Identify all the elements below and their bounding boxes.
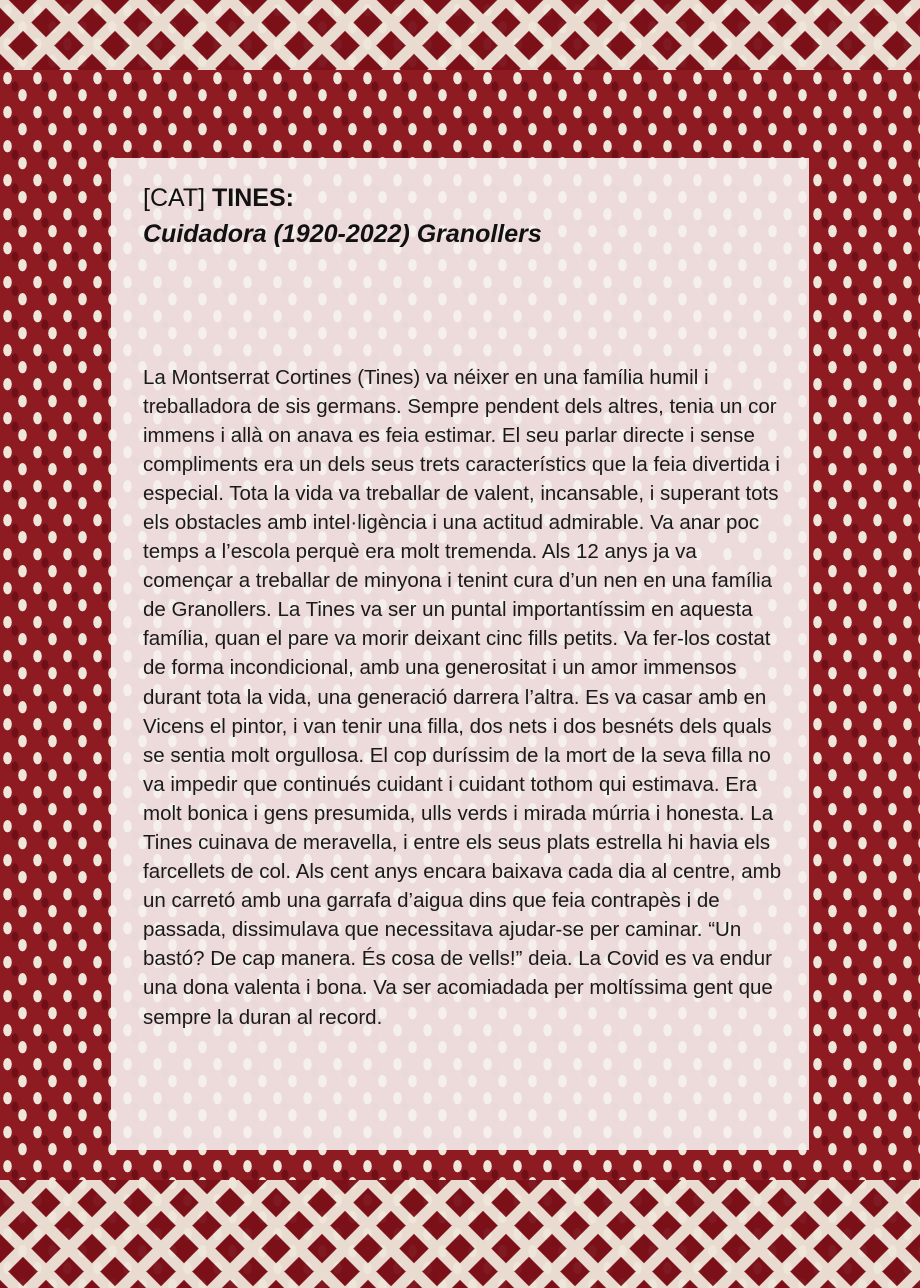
knit-pattern-band-top [0, 0, 920, 70]
person-name: TINES: [212, 184, 294, 212]
knit-pattern-band-bottom [0, 1180, 920, 1288]
text-card [111, 158, 809, 1150]
page-heading [143, 180, 783, 252]
language-tag: [CAT] [143, 184, 206, 212]
person-subtitle: Cuidadora (1920-2022) Granollers [143, 220, 542, 248]
biography-text: La Montserrat Cortines (Tines) va néixer en una família humil i treballadora de sis germans. Sempre pendent dels altres, tenia un cor immens i allà on anava es feia estimar. El seu parlar directe i sense compliments era un dels seus trets característics que la feia divertida i especial. Tota la vida va treballar de valent, incansable, i superant tots els obstacles amb intel·ligència i una actitud admirable. Va anar poc temps a l’escola perquè era molt tremenda. Als 12 anys ja va començar a treballar de minyona i tenint cura d’un nen en una família de Granollers. La Tines va ser un puntal importantíssim en aquesta família, quan el pare va morir deixant cinc fills petits. Va fer-los costat de forma incondicional, amb una generositat i un amor immensos durant tota la vida, una generació darrera l’altra. Es va casar amb en Vicens el pintor, i van tenir una filla, dos nets i dos besnéts dels quals se sentia molt orgullosa. El cop duríssim de la mort de la seva filla no va impedir que continués cuidant i cuidant tothom qui estimava. Era molt bonica i gens presumida, ulls verds i mirada múrria i honesta. La Tines cuinava de meravella, i entre els seus plats estrella hi havia els farcellets de col. Als cent anys encara baixava cada dia al centre, amb un carretó amb una garrafa d’aigua dins que feia contrapès i de passada, dissimulava que necessitava ajudar-se per caminar. “Un bastó? De cap manera. És cosa de vells!” deia. La Covid es va endur una dona valenta i bona. Va ser acomiadada per moltíssima gent que sempre la duran al record. [143, 365, 782, 1029]
